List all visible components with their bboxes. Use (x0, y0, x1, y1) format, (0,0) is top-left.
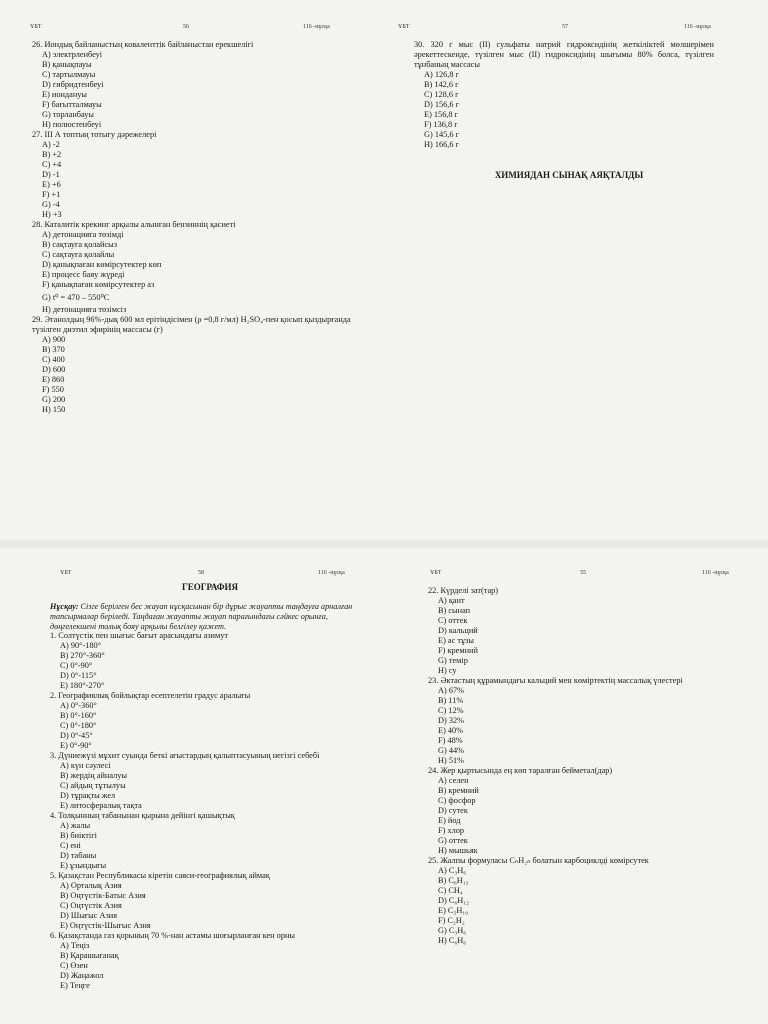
page-number: 57 (562, 24, 568, 30)
answer-option: G) темір (438, 656, 468, 665)
answer-option: В) сынап (438, 606, 471, 615)
answer-option: Е) иондануы (42, 90, 88, 99)
answer-option: Н) 51% (438, 756, 465, 765)
page-number: 55 (580, 570, 586, 576)
answer-option: Е) 40% (438, 726, 464, 735)
answer-option: Н) 166,6 г (424, 140, 459, 149)
answer-option: А) 0°-360° (60, 701, 97, 711)
answer-option: F) 550 (42, 385, 64, 394)
answer-option: D) 0°-45° (60, 731, 93, 741)
answer-option: Е) Оңтүстік-Шығыс Азия (60, 921, 151, 931)
answer-option: С) Оңтүстік Азия (60, 901, 122, 911)
answer-option: А) Теңіз (60, 941, 90, 951)
question: 2. Географиялық бойлықтар есептелетін градус аралығы А) 0°-360° В) 0°-160° С) 0°-180° D) 0°-45° Е) 0°-90° (50, 691, 360, 751)
answer-option: В) Қарашығанақ (60, 951, 119, 961)
answer-option: Н) +3 (42, 210, 62, 219)
answer-option: F) 48% (438, 736, 463, 745)
answer-option: С) фосфор (438, 796, 476, 805)
page-57 (384, 0, 768, 540)
page-55 (384, 548, 768, 1024)
answer-option: D) тұрақты жел (60, 791, 116, 801)
answer-option: D) 32% (438, 716, 465, 725)
answer-option: F) хлор (438, 826, 465, 835)
answer-option: Е) 180°-270° (60, 681, 105, 691)
answer-option: G) 200 (42, 395, 66, 404)
answer-option: Е) ұзындығы (60, 861, 107, 871)
answer-option: Е) C₅H₁₀ (438, 906, 469, 915)
answer-option: А) 90°-180° (60, 641, 101, 651)
page-header-left: ҰБТ (430, 570, 442, 576)
answer-option: С) сақтауға қолайлы (42, 250, 115, 259)
page-56 (0, 0, 384, 540)
section-end-title: ХИМИЯДАН СЫНАҚ АЯҚТАЛДЫ (494, 170, 644, 180)
answer-option: С) 0°-180° (60, 721, 97, 731)
page-number: 58 (198, 570, 204, 576)
page-header-right: 116 -нұсқа (702, 570, 729, 576)
question: 23. Әктастың құрамындағы кальций мен көміртектің массалық үлестері А) 67% В) 11% С) 12% D) 32% Е) 40% F) 48% G) 44% Н) 51% (428, 676, 748, 766)
page-header-right: 116 -нұсқа (318, 570, 345, 576)
answer-option: В) +2 (42, 150, 62, 159)
answer-option: Н) су (438, 666, 457, 675)
answer-option: С) 400 (42, 355, 65, 364)
question: 27. III А топтың тотығу дәрежелері А) -2 В) +2 С) +4 D) -1 Е) +6 F) +1 G) -4 Н) +3 (32, 130, 362, 220)
page-header-left: ҰБТ (60, 570, 72, 576)
answer-option: В) 142,6 г (424, 80, 459, 89)
page-header-left: ҰБТ (398, 24, 410, 30)
answer-option: В) 0°-160° (60, 711, 97, 721)
answer-option: А) детонацияға төзімді (42, 230, 124, 239)
answer-option: С) тартылмауы (42, 70, 96, 79)
answer-option: D) сутек (438, 806, 468, 815)
answer-option: Е) 0°-90° (60, 741, 92, 751)
answer-option: F) бағытталмауы (42, 100, 102, 109)
page-number: 56 (183, 24, 189, 30)
answer-option: С) 0°-90° (60, 661, 93, 671)
answer-option: А) селен (438, 776, 469, 785)
answer-option: В) 270°-360° (60, 651, 105, 661)
answer-option: С) 12% (438, 706, 464, 715)
answer-option: G) 145,6 г (424, 130, 459, 139)
answer-option: Е) 860 (42, 375, 65, 384)
answer-option: В) 11% (438, 696, 464, 705)
answer-option: С) +4 (42, 160, 62, 169)
answer-option: D) 156,6 г (424, 100, 459, 109)
answer-option: В) қанықпауы (42, 60, 92, 69)
answer-option: А) 126,8 г (424, 70, 459, 79)
answer-option: А) Орталық Азия (60, 881, 122, 891)
question-block (32, 40, 362, 415)
answer-option: В) жердің айналуы (60, 771, 127, 781)
answer-option: А) жалы (60, 821, 91, 831)
answer-option: D) Шығыс Азия (60, 911, 118, 921)
answer-option: В) кремний (438, 786, 479, 795)
answer-option: D) гибридтенбеуі (42, 80, 104, 89)
answer-option: Е) литосфералық тақта (60, 801, 142, 811)
page-header-right: 116 -нұсқа (684, 24, 711, 30)
answer-option: F) +1 (42, 190, 61, 199)
question: 26. Иондық байланыстың коваленттік байланыстан ерекшелігі А) электрленбеуі В) қанықпауы С) тартылмауы D) гибридтенбеуі Е) иондануы F) бағытталмауы G) торланбауы Н) полюстенбеуі (32, 40, 362, 130)
answer-option: В) сақтауға қолайсыз (42, 240, 118, 249)
answer-option: F) қанықпаған көмірсутектер аз (42, 280, 155, 289)
answer-option: G) C₃H₆ (438, 926, 467, 935)
answer-option: А) күн сәулесі (60, 761, 111, 771)
question: 24. Жер қыртысында ең көп таралған бейметал(дар) А) селен В) кремний С) фосфор D) сутек Е) йод F) хлор G) оттек Н) мышьяк (428, 766, 748, 856)
question: 3. Дүниежүзі мұхит суында беткі ағыстардың қалыптасуының негізгі себебі А) күн сәулесі В) жердің айналуы С) айдың тұтылуы D) тұрақты жел Е) литосфералық тақта (50, 751, 360, 811)
answer-option: В) C₆H₁₂ (438, 876, 469, 885)
page-header-left: ҰБТ (30, 24, 42, 30)
answer-option: С) айдың тұтылуы (60, 781, 126, 791)
question-block (414, 40, 714, 150)
question: 28. Каталитік крекинг арқылы алынған бензиннің қасиеті А) детонацияға төзімді В) сақтауға қолайсыз С) сақтауға қолайлы D) қанықпаған көмірсутектер көп Е) процесс баяу жүреді F) қанықпаған көмірсутектер аз G) t⁰ = 470 – 550⁰С Н) детонацияға төзімсіз (32, 220, 362, 315)
answer-option: Е) йод (438, 816, 461, 825)
answer-option: А) 67% (438, 686, 465, 695)
answer-option: А) -2 (42, 140, 60, 149)
answer-option: F) кремний (438, 646, 478, 655)
question: 29. Этанолдың 96%-дық 600 мл ерітіндісімен (ρ =0,8 г/мл) H₂SO₄-пен қосып қыздырғанда түзілген диэтил эфирінің массасы (г) А) 900 В) 370 С) 400 D) 600 Е) 860 F) 550 G) 200 Н) 150 (32, 315, 362, 415)
answer-option: D) 0°-115° (60, 671, 97, 681)
answer-option: Н) мышьяк (438, 846, 478, 855)
question-block (428, 586, 748, 946)
page-58 (0, 548, 384, 1024)
answer-option: G) 44% (438, 746, 465, 755)
subject-title: ГЕОГРАФИЯ (182, 582, 238, 592)
answer-option: G) торланбауы (42, 110, 95, 119)
answer-option: А) C₃H₆ (438, 866, 467, 875)
answer-option: А) қант (438, 596, 465, 605)
answer-option: С) 128,6 г (424, 90, 459, 99)
answer-option: С) оттек (438, 616, 468, 625)
answer-option: Н) C₆H₆ (438, 936, 467, 945)
answer-option: Е) +6 (42, 180, 61, 189)
question: 6. Қазақстанда газ қорының 70 %-нан астамы шоғырланған кен орны А) Теңіз В) Қарашығанақ С) Өзен D) Жаңажол Е) Теңге (50, 931, 360, 991)
question: 22. Күрделі зат(тар) А) қант В) сынап С) оттек D) кальций Е) ас тұзы F) кремний G) темір Н) су (428, 586, 748, 676)
question-block (50, 602, 360, 991)
answer-option: В) 370 (42, 345, 65, 354)
answer-option: А) электрленбеуі (42, 50, 103, 59)
answer-option: D) табаны (60, 851, 97, 861)
question: 4. Толқынның табанынан қырына дейінгі қашықтық А) жалы В) биіктігі С) ені D) табаны Е) ұзындығы (50, 811, 360, 871)
answer-option: Н) полюстенбеуі (42, 120, 102, 129)
page-header-right: 116 -нұсқа (303, 24, 330, 30)
answer-option: Н) детонацияға төзімсіз (42, 305, 127, 314)
answer-option: С) ені (60, 841, 81, 851)
question: 1. Солтүстік пен шығыс бағыт арасындағы азимут А) 90°-180° В) 270°-360° С) 0°-90° D) 0°-115° Е) 180°-270° (50, 631, 360, 691)
answer-option: Е) Теңге (60, 981, 90, 991)
answer-option: G) t⁰ = 470 – 550⁰С (42, 293, 110, 302)
answer-option: G) -4 (42, 200, 60, 209)
answer-option: D) кальций (438, 626, 478, 635)
answer-option: D) Жаңажол (60, 971, 104, 981)
answer-option: С) CH₄ (438, 886, 463, 895)
answer-option: G) оттек (438, 836, 468, 845)
instructions: Нұсқау: Сізге берілген бес жауап нұсқасынан бір дұрыс жауапты таңдауға арналған тапсырмалар беріледі. Таңдаған жауапты жауап парағындағы сәйкес орынға, дөңгелекшені толық бояу арқылы белгілеу қажет. (50, 602, 353, 631)
answer-option: D) -1 (42, 170, 60, 179)
answer-option: А) 900 (42, 335, 66, 344)
answer-option: В) биіктігі (60, 831, 97, 841)
answer-option: F) C₂H₂ (438, 916, 465, 925)
answer-option: D) қанықпаған көмірсутектер көп (42, 260, 162, 269)
question: 30. 320 г мыс (II) сульфаты натрий гидроксидінің жеткіліктей мөлшерімен әрекеттескенде, түзілген мыс (II) гидроксидінің шығымы 80% болса, түзілген тұнбаның массасы А) 126,8 г В) 142,6 г С) 128,6 г D) 156,6 г Е) 156,8 г F) 136,8 г G) 145,6 г Н) 166,6 г (414, 40, 714, 149)
question: 5. Қазақстан Республикасы кіретін саяси-географиялық аймақ А) Орталық Азия В) Оңтүстік-Батыс Азия С) Оңтүстік Азия D) Шығыс Азия Е) Оңтүстік-Шығыс Азия (50, 871, 360, 931)
answer-option: D) C₆H₁₂ (438, 896, 470, 905)
answer-option: D) 600 (42, 365, 66, 374)
answer-option: В) Оңтүстік-Батыс Азия (60, 891, 146, 901)
question: 25. Жалпы формуласы CₙH₂ₙ болатын карбоциклді көмірсутек А) C₃H₆ В) C₆H₁₂ С) CH₄ D) C₆H₁₂ Е) C₅H₁₀ F) C₂H₂ G) C₃H₆ Н) C₆H₆ (428, 856, 748, 946)
answer-option: Е) ас тұзы (438, 636, 474, 645)
answer-option: Е) процесс баяу жүреді (42, 270, 125, 279)
answer-option: Е) 156,8 г (424, 110, 459, 119)
answer-option: F) 136,8 г (424, 120, 458, 129)
answer-option: Н) 150 (42, 405, 66, 414)
answer-option: С) Өзен (60, 961, 88, 971)
